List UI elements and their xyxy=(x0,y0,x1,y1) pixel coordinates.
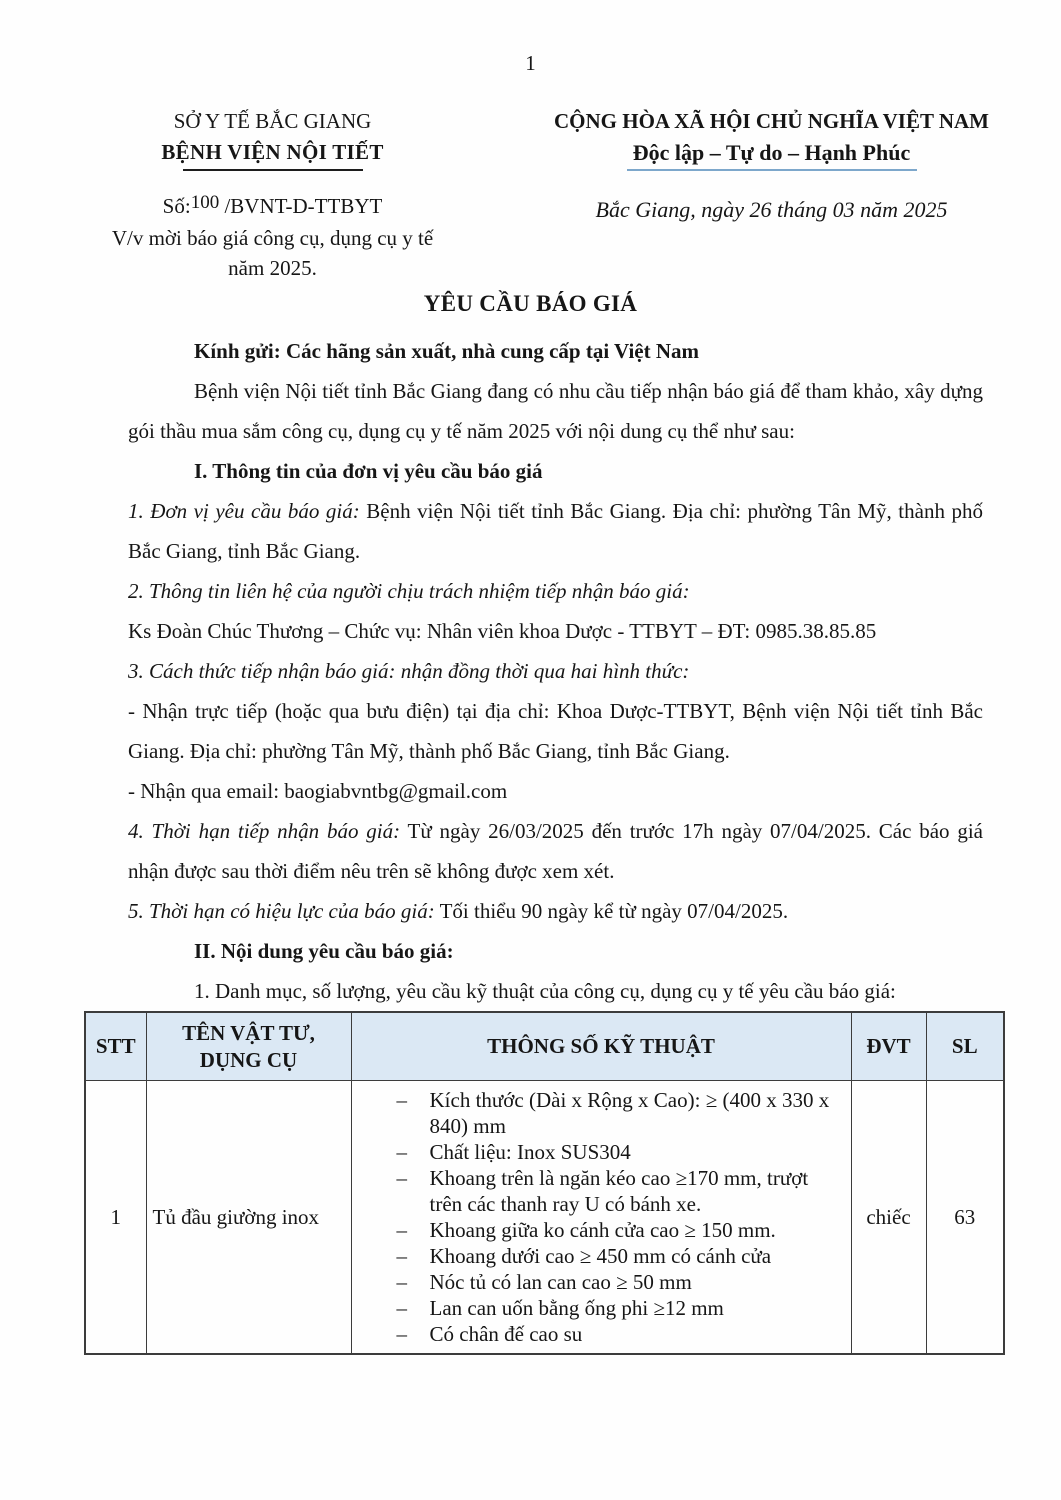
col-header-name-line2: DỤNG CỤ xyxy=(199,1047,298,1072)
row-specs xyxy=(351,1081,851,1355)
item4-rest: Từ ngày 26/03/2025 đến trước 17h ngày 07/04/2025. Các báo giá nhận được sau thời điểm nêu trên sẽ không được xem xét. xyxy=(128,819,983,883)
quotation-items-table xyxy=(84,1011,1005,1355)
table-row xyxy=(85,1081,1004,1355)
item3-method-heading: 3. Cách thức tiếp nhận báo giá: nhận đồng thời qua hai hình thức: xyxy=(128,659,690,683)
intro-paragraph: Bệnh viện Nội tiết tỉnh Bắc Giang đang có nhu cầu tiếp nhận báo giá để tham khảo, xây dựng gói thầu mua sắm công cụ, dụng cụ y tế năm 2025 với nội dung cụ thể như sau: xyxy=(128,379,983,443)
item2-contact-heading: 2. Thông tin liên hệ của người chịu trách nhiệm tiếp nhận báo giá: xyxy=(128,579,690,603)
doc-subject-line1: V/v mời báo giá công cụ, dụng cụ y tế xyxy=(111,226,434,250)
row-stt: 1 xyxy=(85,1081,146,1355)
page-number: 1 xyxy=(525,51,536,75)
method-email-line: - Nhận qua email: baogiabvntbg@gmail.com xyxy=(128,779,508,803)
doc-no-value: 100 xyxy=(190,192,220,213)
letterhead-national-block xyxy=(503,106,1040,283)
item4-lead: 4. Thời hạn tiếp nhận báo giá: xyxy=(128,819,401,843)
doc-subject-line2: năm 2025. xyxy=(228,256,317,280)
section2-heading: II. Nội dung yêu cầu báo giá: xyxy=(194,939,454,963)
greeting-line: Kính gửi: Các hãng sản xuất, nhà cung cấp tại Việt Nam xyxy=(194,339,700,363)
col-header-qty: SL xyxy=(926,1012,1004,1081)
parent-org-name: SỞ Y TẾ BẮC GIANG xyxy=(173,109,372,133)
national-motto: Độc lập – Tự do – Hạnh Phúc xyxy=(632,140,911,165)
document-body xyxy=(128,331,983,1011)
item4-deadline xyxy=(128,811,983,891)
item5-validity xyxy=(128,891,983,931)
item1-lead: 1. Đơn vị yêu cầu báo giá: xyxy=(128,499,360,523)
section2-intro: 1. Danh mục, số lượng, yêu cầu kỹ thuật của công cụ, dụng cụ y tế yêu cầu báo giá: xyxy=(194,979,896,1003)
spec-item: – Kích thước (Dài x Rộng x Cao): ≥ (400 x 330 x 840) mm xyxy=(397,1087,839,1139)
spec-item: – Có chân đế cao su xyxy=(397,1321,839,1347)
org-name: BỆNH VIỆN NỘI TIẾT xyxy=(161,140,384,164)
spec-item: – Lan can uốn bằng ống phi ≥12 mm xyxy=(397,1295,839,1321)
item1-unit xyxy=(128,491,983,571)
col-header-stt: STT xyxy=(85,1012,146,1081)
contact-person-line: Ks Đoàn Chúc Thương – Chức vụ: Nhân viên khoa Dược - TTBYT – ĐT: 0985.38.85.85 xyxy=(128,619,877,643)
place-and-date: Bắc Giang, ngày 26 tháng 03 năm 2025 xyxy=(595,197,948,222)
row-item-name: Tủ đầu giường inox xyxy=(146,1081,351,1355)
org-name-underline xyxy=(183,169,363,171)
letterhead xyxy=(85,106,1040,283)
item1-rest: Bệnh viện Nội tiết tỉnh Bắc Giang. Địa chỉ: phường Tân Mỹ, thành phố Bắc Giang, tỉnh Bắc Giang. xyxy=(128,499,983,563)
spec-item: – Khoang trên là ngăn kéo cao ≥170 mm, trượt trên các thanh ray U có bánh xe. xyxy=(397,1165,839,1217)
item5-rest: Tối thiểu 90 ngày kể từ ngày 07/04/2025. xyxy=(434,899,789,923)
row-qty: 63 xyxy=(926,1081,1004,1355)
method-direct-line: - Nhận trực tiếp (hoặc qua bưu điện) tại địa chỉ: Khoa Dược-TTBYT, Bệnh viện Nội tiết tỉnh Bắc Giang. Địa chỉ: phường Tân Mỹ, thành phố Bắc Giang, tỉnh Bắc Giang. xyxy=(128,699,983,763)
table-header-row xyxy=(85,1012,1004,1081)
spec-item: – Nóc tủ có lan can cao ≥ 50 mm xyxy=(397,1269,839,1295)
section1-heading: I. Thông tin của đơn vị yêu cầu báo giá xyxy=(194,459,543,483)
country-title: CỘNG HÒA XÃ HỘI CHỦ NGHĨA VIỆT NAM xyxy=(553,109,990,133)
col-header-name-line1: TÊN VẬT TƯ, xyxy=(182,1020,315,1045)
col-header-name xyxy=(146,1012,351,1081)
spec-item: – Khoang dưới cao ≥ 450 mm có cánh cửa xyxy=(397,1243,839,1269)
letterhead-issuer-block xyxy=(85,106,460,283)
document-title: YÊU CẦU BÁO GIÁ xyxy=(423,291,638,316)
col-header-specs: THÔNG SỐ KỸ THUẬT xyxy=(351,1012,851,1081)
item5-lead: 5. Thời hạn có hiệu lực của báo giá: xyxy=(128,899,435,923)
col-header-unit: ĐVT xyxy=(851,1012,926,1081)
spec-item: – Khoang giữa ko cánh cửa cao ≥ 150 mm. xyxy=(397,1217,839,1243)
doc-no-suffix: /BVNT-D-TTBYT xyxy=(219,194,383,218)
row-unit: chiếc xyxy=(851,1081,926,1355)
spec-list xyxy=(397,1087,839,1347)
spec-item: – Chất liệu: Inox SUS304 xyxy=(397,1139,839,1165)
motto-underline xyxy=(627,169,917,171)
document-number xyxy=(85,191,460,223)
doc-no-label: Số: xyxy=(162,194,191,218)
